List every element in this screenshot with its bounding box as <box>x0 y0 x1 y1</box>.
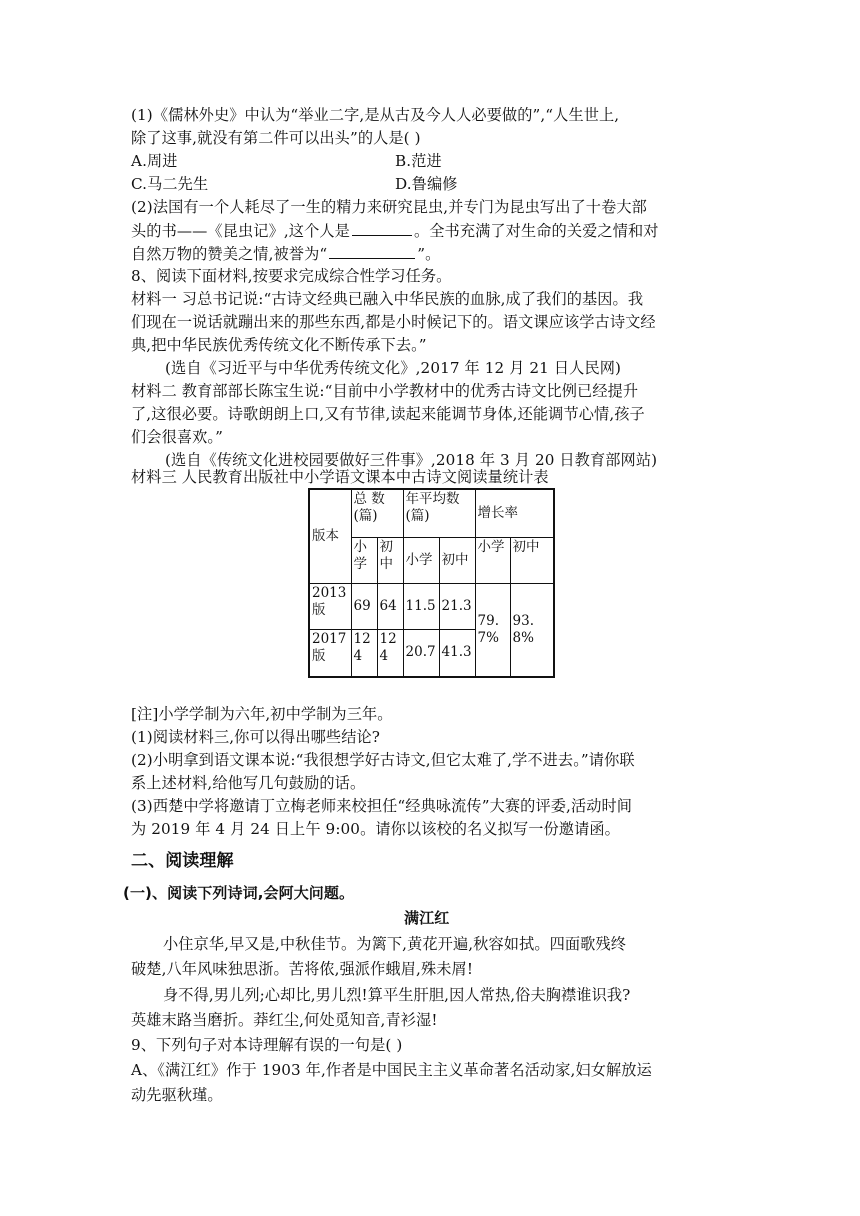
row-version: 2013版 <box>309 583 351 629</box>
material2-source: (选自《传统文化进校园要做好三件事》,2018 年 3 月 20 日教育部网站) <box>165 451 658 469</box>
q7-part2-text-a: 头的书——《昆虫记》,这个人是 <box>131 222 350 240</box>
q9-option-a-line1: A、《满江红》作于 1903 年,作者是中国民主主义革命著名活动家,妇女解放运 <box>131 1061 652 1079</box>
material3-title: 材料三 人民教育出版社中小学语文课本中古诗文阅读量统计表 <box>131 468 549 486</box>
header-version: 版本 <box>309 489 351 583</box>
q8-stem: 8、阅读下面材料,按要求完成综合性学习任务。 <box>131 267 452 285</box>
cell-growth-primary: 79.7% <box>475 583 510 677</box>
cell-growth-junior: 93.8% <box>510 583 554 677</box>
task-2-line1: (2)小明拿到语文课本说:“我很想学好古诗文,但它太难了,学不进去。”请你联 <box>131 751 635 769</box>
statistics-table <box>308 488 555 678</box>
subsection-heading: (一)、阅读下列诗词,会阿大问题。 <box>123 884 355 902</box>
q7-part1-line2: 除了这事,就没有第二件可以出头”的人是( ) <box>131 129 421 147</box>
q7-part2-line2 <box>131 219 659 242</box>
cell-total-junior: 124 <box>377 629 403 677</box>
header-junior: 初中 <box>377 537 403 583</box>
table-note: [注]小学学制为六年,初中学制为三年。 <box>131 705 393 723</box>
cell-total-junior: 64 <box>377 583 403 629</box>
q7-part2-text-c: 自然万物的赞美之情,被誉为“ <box>131 245 328 263</box>
cell-avg-primary: 11.5 <box>403 583 439 629</box>
header-primary: 小学 <box>351 537 377 583</box>
option-b: B.范进 <box>395 152 442 170</box>
poem-line: 小住京华,早又是,中秋佳节。为篱下,黄花开遍,秋容如拭。四面歌残终 <box>163 935 627 953</box>
option-a: A.周进 <box>131 152 178 170</box>
q7-options-row1 <box>131 150 442 172</box>
cell-avg-junior: 21.3 <box>439 583 475 629</box>
answer-blank[interactable] <box>329 242 415 259</box>
row-version: 2017版 <box>309 629 351 677</box>
task-3-line2: 为 2019 年 4 月 24 日上午 9:00。请你以该校的名义拟写一份邀请函。 <box>131 820 620 838</box>
q7-part2-text-b: 。全书充满了对生命的关爱之情和对 <box>413 222 659 240</box>
section-heading: 二、阅读理解 <box>131 851 234 871</box>
poem-line: 破楚,八年风味独思浙。苦将侬,强派作蛾眉,殊未屑! <box>131 960 474 978</box>
cell-total-primary: 124 <box>351 629 377 677</box>
answer-blank[interactable] <box>352 219 412 236</box>
q7-part1-line1: (1)《儒林外史》中认为“举业二字,是从古及今人人必要做的”,“人生世上, <box>131 106 620 124</box>
q7-part2-line3 <box>131 242 440 265</box>
material1-source: (选自《习近平与中华优秀传统文化》,2017 年 12 月 21 日人民网) <box>165 359 622 377</box>
option-d: D.鲁编修 <box>395 175 458 193</box>
poem-line: 英雄末路当磨折。莽红尘,何处觅知音,青衫湿! <box>131 1011 438 1029</box>
header-primary: 小学 <box>403 537 439 583</box>
material2-line1: 材料二 教育部部长陈宝生说:“目前中小学教材中的优秀古诗文比例已经提升 <box>131 382 639 400</box>
cell-total-primary: 69 <box>351 583 377 629</box>
q7-part2-line1: (2)法国有一个人耗尽了一生的精力来研究昆虫,并专门为昆虫写出了十卷大部 <box>131 198 647 216</box>
task-2-line2: 系上述材料,给他写几句鼓励的话。 <box>131 774 366 792</box>
header-junior: 初中 <box>439 537 475 583</box>
header-junior: 初中 <box>510 537 554 583</box>
q9-option-a-line2: 动先驱秋瑾。 <box>131 1086 223 1104</box>
q7-options-row2 <box>131 173 458 195</box>
task-3-line1: (3)西楚中学将邀请丁立梅老师来校担任“经典咏流传”大赛的评委,活动时间 <box>131 797 633 815</box>
task-1: (1)阅读材料三,你可以得出哪些结论? <box>131 728 381 746</box>
header-primary: 小学 <box>475 537 510 583</box>
cell-avg-junior: 41.3 <box>439 629 475 677</box>
material1-line3: 典,把中华民族优秀传统文化不断传承下去。” <box>131 336 427 354</box>
q7-part2-text-d: ”。 <box>417 245 441 263</box>
cell-avg-primary: 20.7 <box>403 629 439 677</box>
material1-line2: 们现在一说话就蹦出来的那些东西,都是小时候记下的。语文课应该学古诗文经 <box>131 313 656 331</box>
material2-line2: 了,这很必要。诗歌朗朗上口,又有节律,读起来能调节身体,还能调节心情,孩子 <box>131 405 645 423</box>
header-average: 年平均数(篇) <box>403 489 475 537</box>
poem-title: 满江红 <box>404 909 450 927</box>
material2-line3: 们会很喜欢。” <box>131 428 223 446</box>
header-growth: 增长率 <box>475 489 554 537</box>
header-total: 总 数(篇) <box>351 489 403 537</box>
table-row <box>309 583 554 629</box>
question-9: 9、下列句子对本诗理解有误的一句是( ) <box>131 1036 403 1054</box>
material1-line1: 材料一 习总书记说:“古诗文经典已融入中华民族的血脉,成了我们的基因。我 <box>131 290 644 308</box>
poem-line: 身不得,男儿列;心却比,男儿烈!算平生肝胆,因人常热,俗夫胸襟谁识我? <box>163 986 631 1004</box>
option-c: C.马二先生 <box>131 175 209 193</box>
